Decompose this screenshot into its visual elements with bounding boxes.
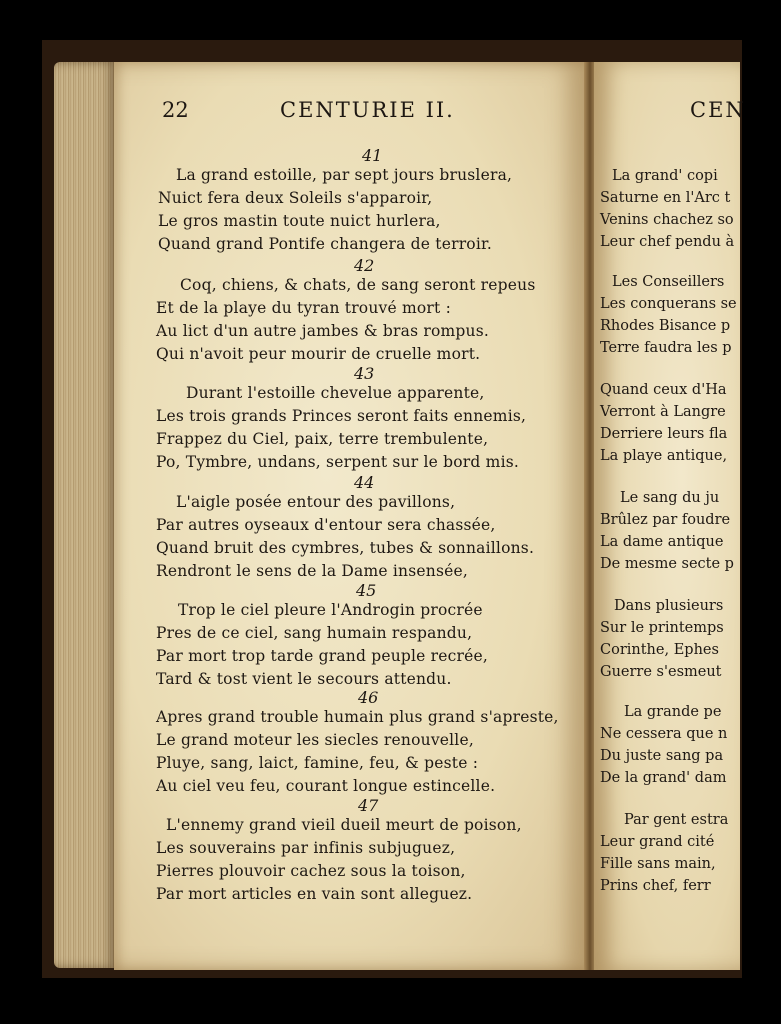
quatrain-number: 44: [354, 473, 375, 492]
left-page: [114, 62, 586, 970]
verse-line: De la grand' dam: [600, 770, 727, 786]
verse-line: Le grand moteur les siecles renouvelle,: [156, 731, 474, 749]
verse-line: Quand bruit des cymbres, tubes & sonnaillons.: [156, 539, 535, 557]
verse-line: Tard & tost vient le secours attendu.: [156, 670, 452, 688]
verse-line: Le sang du ju: [620, 490, 720, 506]
verse-line: Verront à Langre: [600, 404, 726, 420]
verse-line: Rhodes Bisance p: [600, 318, 731, 334]
verse-line: Pluye, sang, laict, famine, feu, & peste :: [156, 754, 479, 772]
page-number: 22: [162, 98, 189, 122]
verse-line: Les souverains par infinis subjuguez,: [156, 839, 456, 857]
verse-line: Par autres oyseaux d'entour sera chassée,: [156, 516, 496, 534]
verse-line: Corinthe, Ephes: [600, 642, 719, 658]
verse-line: Ne cessera que n: [600, 726, 728, 742]
verse-line: Trop le ciel pleure l'Androgin procrée: [178, 601, 483, 619]
verse-line: Po, Tymbre, undans, serpent sur le bord mis.: [156, 453, 520, 471]
verse-line: Et de la playe du tyran trouvé mort :: [156, 299, 451, 317]
quatrain-number: 45: [356, 581, 377, 600]
quatrain-number: 43: [354, 364, 375, 383]
verse-line: Au ciel veu feu, courant longue estincelle.: [156, 777, 496, 795]
verse-line: Le gros mastin toute nuict hurlera,: [158, 212, 441, 230]
running-head: CEN: [690, 98, 746, 122]
page-edges: [54, 62, 116, 968]
verse-line: Dans plusieurs: [614, 598, 724, 614]
quatrain-number: 47: [358, 796, 379, 815]
left-page-header: [162, 98, 582, 128]
right-page: [594, 62, 746, 970]
verse-line: Brûlez par foudre: [600, 512, 731, 528]
running-head: CENTURIE II.: [280, 98, 455, 122]
verse-line: Par mort trop tarde grand peuple recrée,: [156, 647, 489, 665]
verse-line: Qui n'avoit peur mourir de cruelle mort.: [156, 345, 481, 363]
verse-line: Saturne en l'Arc t: [600, 190, 731, 206]
verse-line: Rendront le sens de la Dame insensée,: [156, 562, 468, 580]
verse-line: Pres de ce ciel, sang humain respandu,: [156, 624, 473, 642]
verse-line: Leur chef pendu à: [600, 234, 735, 250]
verse-line: Sur le printemps: [600, 620, 724, 636]
verse-line: Apres grand trouble humain plus grand s'apreste,: [156, 708, 559, 726]
quatrain-number: 46: [358, 688, 379, 707]
verse-line: La playe antique,: [600, 448, 728, 464]
verse-line: La dame antique: [600, 534, 724, 550]
verse-line: Quand grand Pontife changera de terroir.: [158, 235, 493, 253]
verse-line: La grand' copi: [612, 168, 718, 184]
verse-line: De mesme secte p: [600, 556, 734, 572]
quatrain-number: 41: [362, 146, 383, 165]
verse-line: Frappez du Ciel, paix, terre trembulente,: [156, 430, 489, 448]
verse-line: Guerre s'esmeut: [600, 664, 722, 680]
verse-line: Coq, chiens, & chats, de sang seront repeus: [180, 276, 536, 294]
verse-line: Par gent estra: [624, 812, 729, 828]
verse-line: Leur grand cité: [600, 834, 715, 850]
verse-line: Pierres plouvoir cachez sous la toison,: [156, 862, 466, 880]
verse-line: Par mort articles en vain sont alleguez.: [156, 885, 473, 903]
quatrain-number: 42: [354, 256, 375, 275]
verse-line: Les conquerans se: [600, 296, 737, 312]
verse-line: Prins chef, ferr: [600, 878, 711, 894]
verse-line: Quand ceux d'Ha: [600, 382, 727, 398]
verse-line: La grande pe: [624, 704, 722, 720]
verse-line: Terre faudra les p: [600, 340, 732, 356]
verse-line: Durant l'estoille chevelue apparente,: [186, 384, 485, 402]
verse-line: L'ennemy grand vieil dueil meurt de poison,: [166, 816, 522, 834]
verse-line: Fille sans main,: [600, 856, 716, 872]
verse-line: Les Conseillers: [612, 274, 725, 290]
verse-line: L'aigle posée entour des pavillons,: [176, 493, 456, 511]
verse-line: Nuict fera deux Soleils s'apparoir,: [158, 189, 433, 207]
verse-line: Du juste sang pa: [600, 748, 724, 764]
verse-line: Venins chachez so: [600, 212, 734, 228]
verse-line: Au lict d'un autre jambes & bras rompus.: [156, 322, 490, 340]
verse-line: La grand estoille, par sept jours bruslera,: [176, 166, 513, 184]
verse-line: Les trois grands Princes seront faits ennemis,: [156, 407, 527, 425]
verse-line: Derriere leurs fla: [600, 426, 728, 442]
